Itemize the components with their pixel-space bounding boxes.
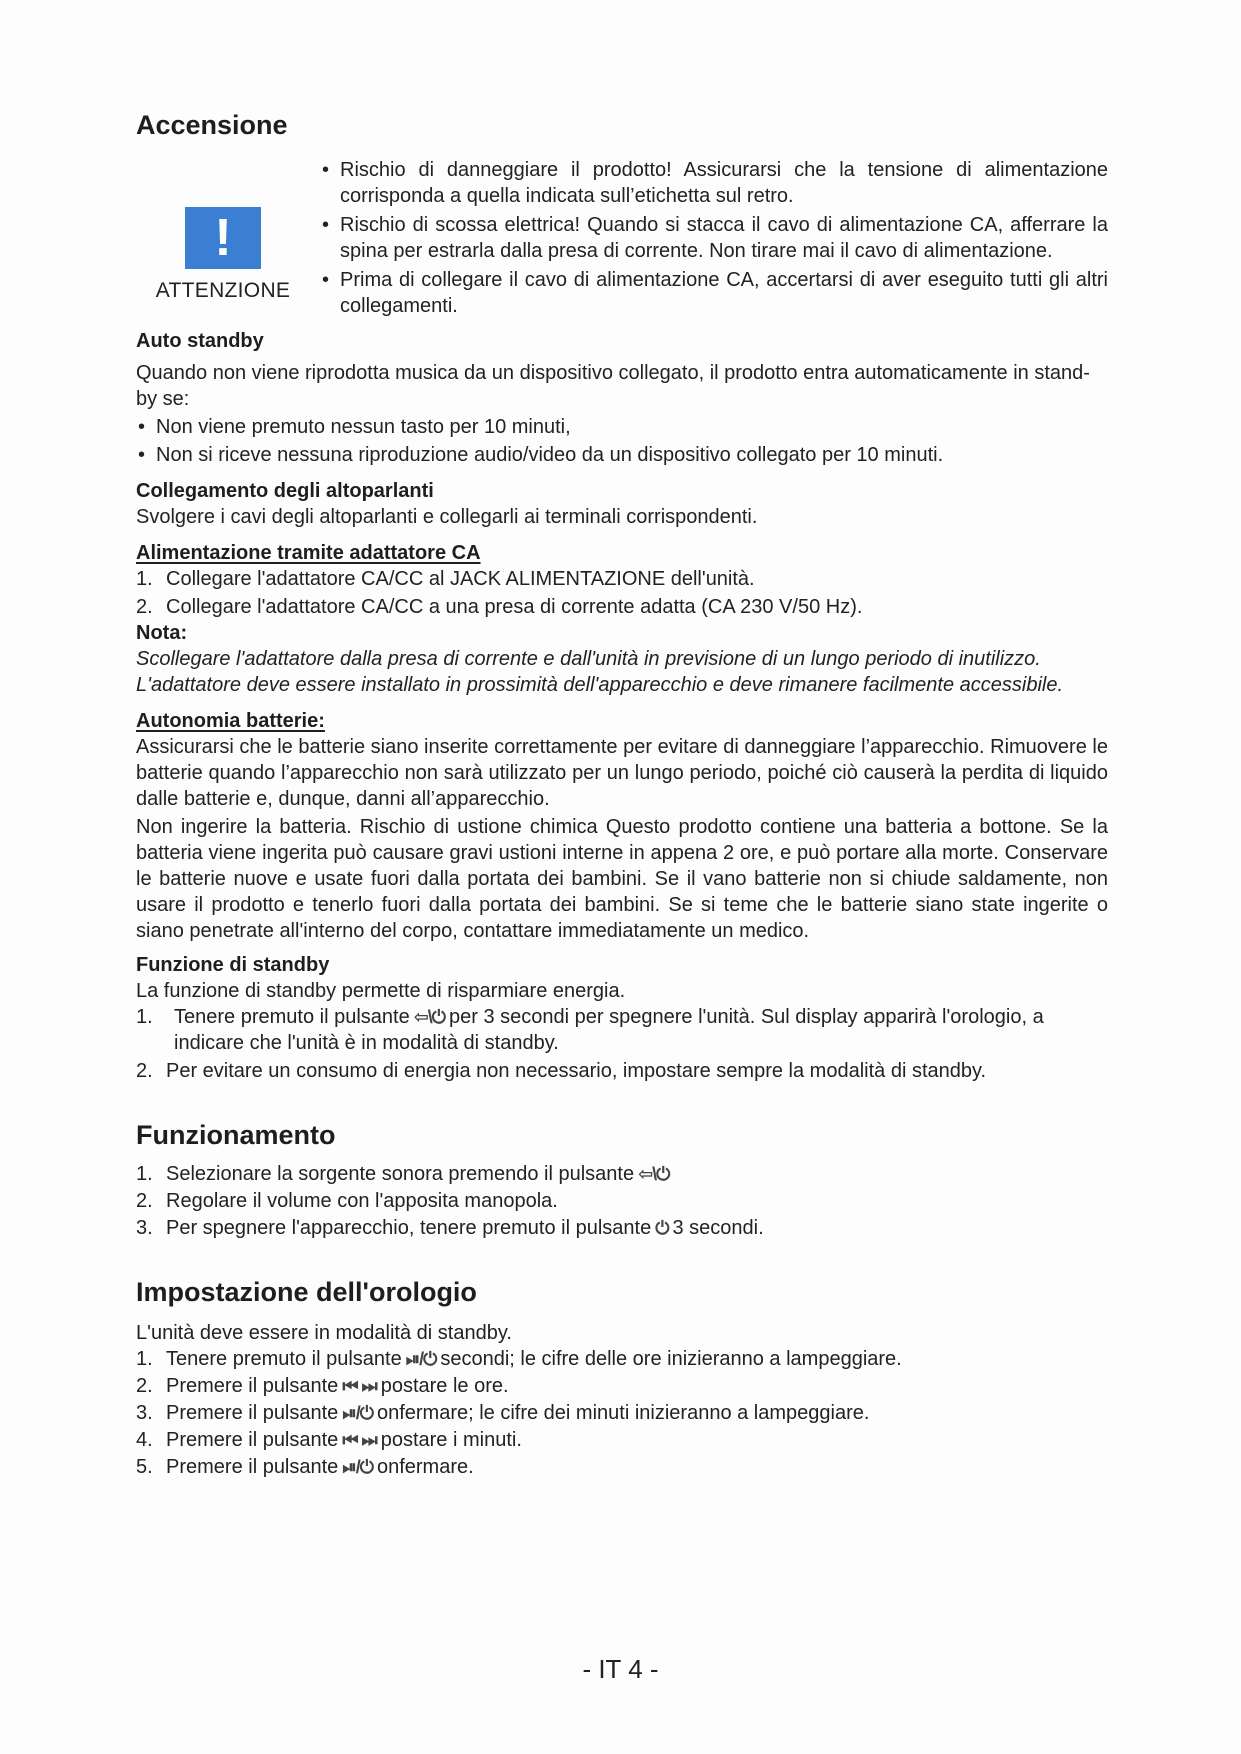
page-content	[136, 112, 1108, 1480]
heading-alimentazione: Alimentazione tramite adattatore CA	[136, 542, 481, 564]
list-item: 5. Premere il pulsante ⏯/⏻ onfermare.	[136, 1456, 474, 1478]
altoparlanti-text: Svolgere i cavi degli altoparlanti e collegarli ai terminali corrispondenti.	[136, 506, 758, 528]
warning-bullet: • Prima di collegare il cavo di alimentazione CA, accertarsi di aver eseguito tutti gli altri collegamenti.	[320, 267, 1108, 319]
warning-bullet: • Rischio di scossa elettrica! Quando si stacca il cavo di alimentazione CA, afferrare la spina per estrarla dalla presa di corrente. Non tirare mai il cavo di alimentazione.	[320, 212, 1108, 264]
list-item: 1. Tenere premuto il pulsante ⏯/⏻ secondi; le cifre delle ore inizieranno a lampeggiare.	[136, 1348, 902, 1370]
auto-standby-bullet: • Non si riceve nessuna riproduzione audio/video da un dispositivo collegato per 10 minuti.	[136, 442, 1108, 468]
warning-text	[310, 157, 1108, 322]
note-label: Nota:	[136, 622, 188, 644]
prev-next-icon: ⏮ ⏭	[342, 1376, 377, 1396]
heading-funzionamento: Funzionamento	[136, 1120, 336, 1150]
play-pause-icon: ⏯/⏻	[405, 1349, 437, 1369]
list-item: 2. Premere il pulsante ⏮ ⏭ postare le ore.	[136, 1375, 509, 1397]
heading-auto-standby: Auto standby	[136, 330, 264, 352]
source-power-icon: ⇦\⏻	[638, 1164, 670, 1184]
auto-standby-intro: Quando non viene riprodotta musica da un dispositivo collegato, il prodotto entra automaticamente in stand-by se:	[136, 362, 1090, 410]
warning-bullet: • Rischio di danneggiare il prodotto! Assicurarsi che la tensione di alimentazione corrisponda a quella indicata sull’etichetta sul retro.	[320, 157, 1108, 209]
play-pause-icon: ⏯/⏻	[342, 1403, 373, 1423]
list-item: 3. Premere il pulsante ⏯/⏻ onfermare; le cifre dei minuti inizieranno a lampeggiare.	[136, 1402, 870, 1424]
batterie-para-2: Non ingerire la batteria. Rischio di ustione chimica Questo prodotto contiene una batteria a bottone. Se la batteria viene ingerita può causare gravi ustioni interne in appena 2 ore, e può portare alla morte. Conservare le batterie nuove e usate fuori dalla portata dei bambini. Se il vano batterie non si chiude saldamente, non usare il prodotto e tenerlo fuori dalla portata dei bambini. Se si teme che le batterie siano state ingerite o siano penetrate all'interno del corpo, contattare immediatamente un medico.	[136, 816, 1108, 942]
list-item: 2. Per evitare un consumo di energia non necessario, impostare sempre la modalità di standby.	[136, 1060, 987, 1082]
orologio-intro: L'unità deve essere in modalità di standby.	[136, 1322, 512, 1344]
power-icon: ⏻	[655, 1218, 669, 1238]
warning-badge	[136, 157, 310, 322]
heading-standby: Funzione di standby	[136, 954, 330, 976]
exclamation-icon: !	[185, 207, 261, 269]
list-item: 1. Collegare l'adattatore CA/CC al JACK ALIMENTAZIONE dell'unità.	[136, 568, 755, 590]
auto-standby-bullet: • Non viene premuto nessun tasto per 10 minuti,	[136, 414, 1108, 440]
prev-next-icon: ⏮ ⏭	[342, 1430, 377, 1450]
heading-altoparlanti: Collegamento degli altoparlanti	[136, 480, 434, 502]
list-item: 1. Selezionare la sorgente sonora premendo il pulsante ⇦\⏻	[136, 1163, 670, 1185]
play-pause-icon: ⏯/⏻	[342, 1457, 373, 1477]
list-item: 3. Per spegnere l'apparecchio, tenere premuto il pulsante ⏻ 3 secondi.	[136, 1217, 764, 1239]
heading-accensione: Accensione	[136, 110, 288, 140]
page-number: - IT 4 -	[582, 1654, 659, 1684]
note-text-1: Scollegare l'adattatore dalla presa di corrente e dall'unità in previsione di un lungo periodo di inutilizzo.	[136, 648, 1041, 670]
list-item: 4. Premere il pulsante ⏮ ⏭ postare i minuti.	[136, 1429, 522, 1451]
heading-batterie: Autonomia batterie:	[136, 710, 325, 732]
warning-label: ATTENZIONE	[155, 279, 291, 302]
list-item: 2. Regolare il volume con l'apposita manopola.	[136, 1190, 558, 1212]
list-item: 1. Tenere premuto il pulsante ⇦\⏻ per 3 secondi per spegnere l'unità. Sul display apparirà l'orologio, a indicare che l'unità è in modalità di standby.	[136, 1006, 1044, 1054]
source-power-icon: ⇦\⏻	[413, 1007, 446, 1027]
batterie-para-1: Assicurarsi che le batterie siano inserite correttamente per evitare di danneggiare l’apparecchio. Rimuovere le batterie quando l’apparecchio non sarà utilizzato per un lungo periodo, poiché ciò causerà la perdita di liquido dalle batterie e, dunque, danni all’apparecchio.	[136, 736, 1108, 810]
warning-box	[136, 157, 1108, 322]
heading-orologio: Impostazione dell'orologio	[136, 1277, 477, 1307]
list-item: 2. Collegare l'adattatore CA/CC a una presa di corrente adatta (CA 230 V/50 Hz).	[136, 596, 863, 618]
standby-intro: La funzione di standby permette di risparmiare energia.	[136, 980, 626, 1002]
note-text-2: L'adattatore deve essere installato in prossimità dell'apparecchio e deve rimanere facilmente accessibile.	[136, 674, 1064, 696]
